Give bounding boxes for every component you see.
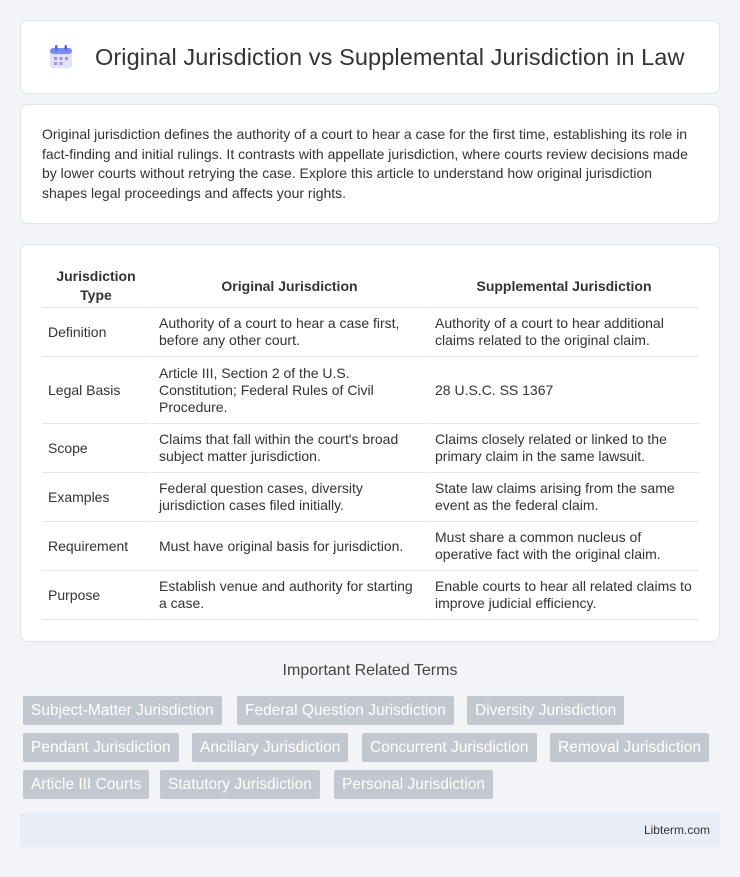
- table-header: Supplemental Jurisdiction: [426, 265, 699, 308]
- related-term-tag[interactable]: Pendant Jurisdiction: [23, 733, 179, 762]
- calendar-icon: [47, 43, 75, 71]
- table-cell: Examples: [42, 473, 150, 522]
- table-header: Jurisdiction Type: [42, 265, 150, 308]
- table-cell: Claims that fall within the court's broad subject matter jurisdiction.: [150, 424, 426, 473]
- footer: [20, 813, 720, 847]
- comparison-table-card: [20, 244, 720, 642]
- table-cell: Claims closely related or linked to the primary claim in the same lawsuit.: [426, 424, 699, 473]
- table-header: Original Jurisdiction: [150, 265, 426, 308]
- related-term-tag[interactable]: Subject-Matter Jurisdiction: [23, 696, 222, 725]
- related-term-tag[interactable]: Article III Courts: [23, 770, 149, 799]
- table-cell: Must have original basis for jurisdiction.: [150, 522, 426, 571]
- related-term-tag[interactable]: Diversity Jurisdiction: [467, 696, 624, 725]
- table-cell: State law claims arising from the same event as the federal claim.: [426, 473, 699, 522]
- table-cell: Purpose: [42, 571, 150, 620]
- table-cell: Enable courts to hear all related claims to improve judicial efficiency.: [426, 571, 699, 620]
- table-cell: Authority of a court to hear additional claims related to the original claim.: [426, 308, 699, 357]
- related-term-tag[interactable]: Personal Jurisdiction: [334, 770, 493, 799]
- table-cell: Must share a common nucleus of operative fact with the original claim.: [426, 522, 699, 571]
- table-row: [42, 357, 699, 424]
- related-term-tag[interactable]: Concurrent Jurisdiction: [362, 733, 537, 762]
- related-term-tag[interactable]: Statutory Jurisdiction: [160, 770, 320, 799]
- page-title: Original Jurisdiction vs Supplemental Jurisdiction in Law: [95, 43, 685, 70]
- table-cell: Requirement: [42, 522, 150, 571]
- related-terms-title: Important Related Terms: [282, 662, 458, 679]
- table-cell: Article III, Section 2 of the U.S. Constitution; Federal Rules of Civil Procedure.: [150, 357, 426, 424]
- table-row: [42, 571, 699, 620]
- table-cell: 28 U.S.C. SS 1367: [426, 357, 699, 424]
- table-row: [42, 424, 699, 473]
- header-card: [20, 20, 720, 94]
- table-row: [42, 308, 699, 357]
- table-row: [42, 522, 699, 571]
- footer-site-link[interactable]: Libterm.com: [643, 823, 710, 837]
- table-row: [42, 473, 699, 522]
- table-cell: Federal question cases, diversity jurisdiction cases filed initially.: [150, 473, 426, 522]
- table-cell: Legal Basis: [42, 357, 150, 424]
- intro-text: Original jurisdiction defines the authority of a court to hear a case for the first time, establishing its role in fact-finding and initial rulings. It contrasts with appellate jurisdiction, where courts review decisions made by lower courts without retrying the case. Explore this article to understand how original jurisdiction shapes legal proceedings and affects your rights.: [42, 126, 688, 201]
- table-cell: Scope: [42, 424, 150, 473]
- intro-card: [20, 104, 720, 224]
- table-cell: Definition: [42, 308, 150, 357]
- table-header-row: [42, 265, 699, 308]
- comparison-table: [42, 265, 699, 620]
- table-cell: Establish venue and authority for starting a case.: [150, 571, 426, 620]
- table-cell: Authority of a court to hear a case first, before any other court.: [150, 308, 426, 357]
- related-term-tag[interactable]: Ancillary Jurisdiction: [192, 733, 348, 762]
- related-term-tag[interactable]: Removal Jurisdiction: [550, 733, 709, 762]
- related-term-tag[interactable]: Federal Question Jurisdiction: [237, 696, 454, 725]
